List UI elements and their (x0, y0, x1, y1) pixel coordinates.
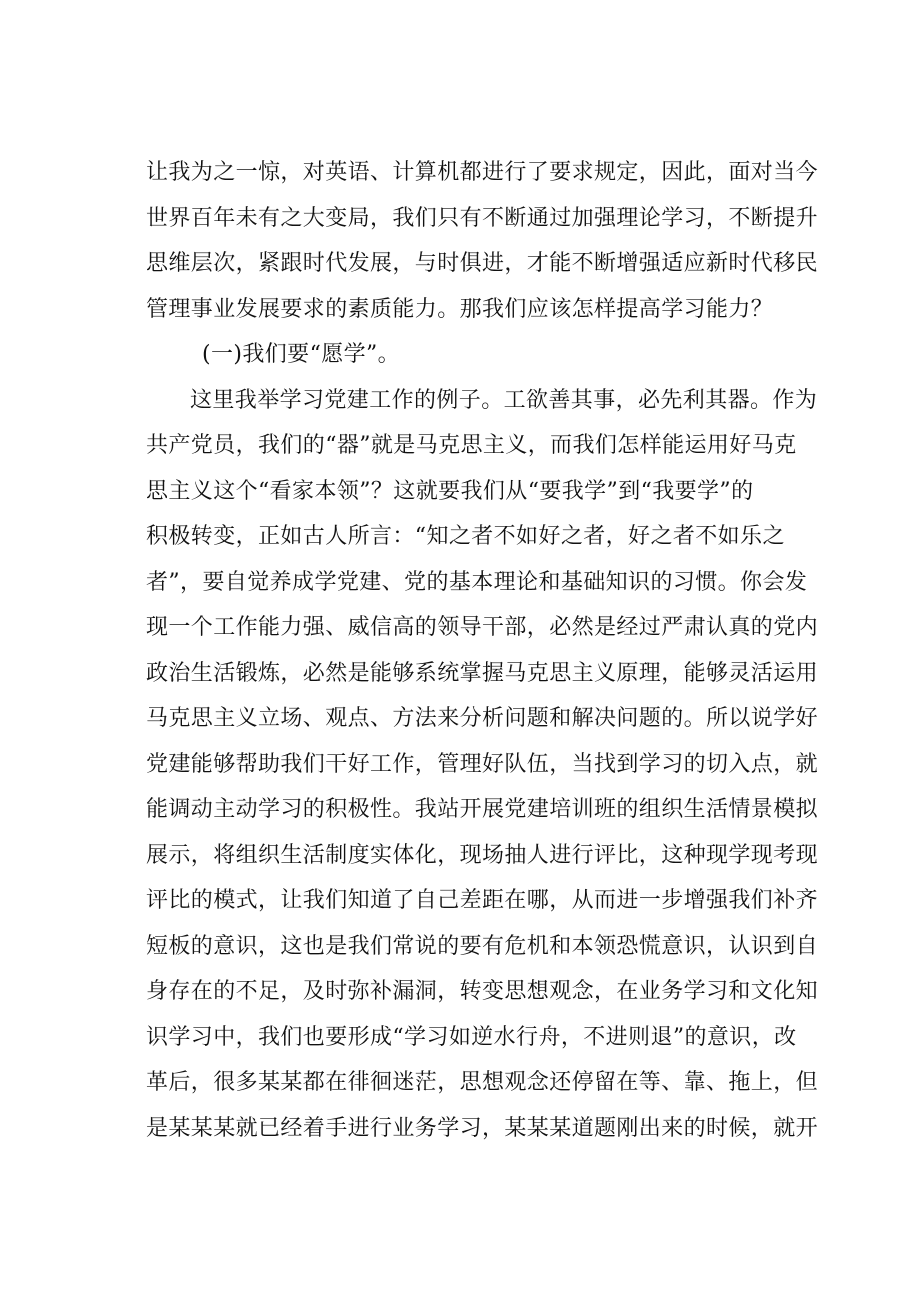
text-line: 评比的模式，让我们知道了自己差距在哪，从而进一步增强我们补齐 (146, 888, 819, 913)
text-line: 识学习中，我们也要形成“学习如逆水行舟，不进则退”的意识，改 (146, 1024, 797, 1050)
text-line: 政治生活锻炼，必然是能够系统掌握马克思主义原理，能够灵活运用 (146, 660, 819, 686)
text-line: 展示，将组织生活制度实体化，现场抽人进行评比，这种现学现考现 (146, 842, 819, 868)
text-line: 革后，很多某某都在徘徊迷茫，思想观念还停留在等、靠、拖上，但 (146, 1070, 819, 1095)
section-heading: (一)我们要“愿学”。 (202, 342, 401, 367)
text-line: 世界百年未有之大变局，我们只有不断通过加强理论学习，不断提升 (146, 205, 819, 231)
body-text (146, 150, 819, 1151)
text-line: 这里我举学习党建工作的例子。工欲善其事，必先利其器。作为 (190, 387, 818, 413)
text-line: 党建能够帮助我们干好工作，管理好队伍，当找到学习的切入点，就 (146, 751, 819, 777)
text-line: 让我为之一惊，对英语、计算机都进行了要求规定，因此，面对当今 (146, 160, 819, 185)
text-line: 思维层次，紧跟时代发展，与时俱进，才能不断增强适应新时代移民 (146, 251, 819, 276)
text-line: 积极转变，正如古人所言：“知之者不如好之者，好之者不如乐之 (146, 524, 785, 549)
text-line: 者”，要自觉养成学党建、党的基本理论和基础知识的习惯。你会发 (146, 569, 808, 595)
text-line: 共产党员，我们的“器”就是马克思主义，而我们怎样能运用好马克 (146, 433, 797, 458)
text-line: 管理事业发展要求的素质能力。那我们应该怎样提高学习能力？ (146, 296, 774, 322)
text-line: 马克思主义立场、观点、方法来分析问题和解决问题的。所以说学好 (146, 706, 819, 731)
text-line: 思主义这个“看家本领”？这就要我们从“要我学”到“我要学”的 (146, 478, 754, 504)
text-line: 短板的意识，这也是我们常说的要有危机和本领恐慌意识，认识到自 (146, 933, 819, 959)
text-line: 身存在的不足，及时弥补漏洞，转变思想观念，在业务学习和文化知 (146, 979, 819, 1004)
text-line: 能调动主动学习的积极性。我站开展党建培训班的组织生活情景模拟 (146, 797, 819, 822)
text-line: 是某某某就已经着手进行业务学习，某某某道题刚出来的时候，就开 (146, 1115, 819, 1141)
text-line: 现一个工作能力强、威信高的领导干部，必然是经过严肃认真的党内 (146, 615, 819, 640)
